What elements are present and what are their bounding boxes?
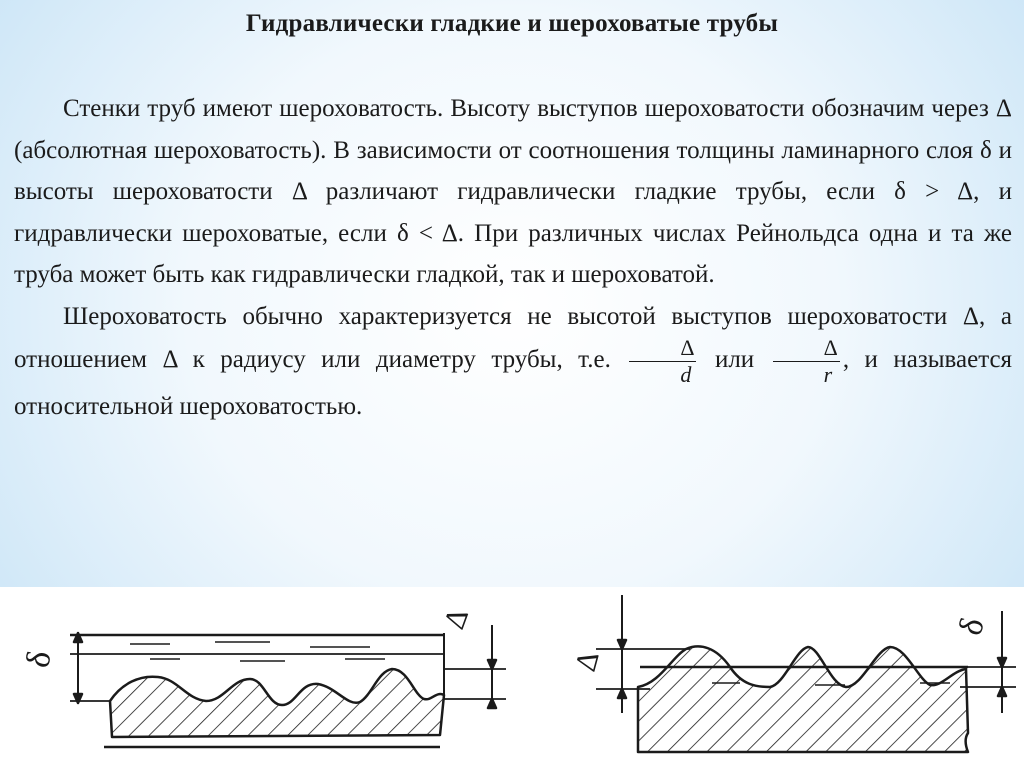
roughness-label-smooth: Δ <box>437 603 476 634</box>
roughness-label-rough: Δ <box>568 647 606 675</box>
fraction-delta-over-r <box>773 337 840 386</box>
delta-label-smooth: δ <box>19 648 59 671</box>
fraction-denominator: r <box>773 361 840 386</box>
paragraph-2 <box>14 296 1012 428</box>
fraction-numerator: Δ <box>680 335 695 360</box>
paragraph-1: Стенки труб имеют шероховатость. Высоту выступов шероховатости обозначим через Δ (абсолютная шероховатость). В зависимости от соотношения толщины ламинарного слоя δ и высоты шероховатости Δ различают гидравлически гладкие трубы, если δ > Δ, и гидравлически шероховатые, если δ < Δ. При различных числах Рейнольдса одна и та же труба может быть как гидравлически гладкой, так и шероховатой. <box>14 95 1012 288</box>
fraction-denominator: d <box>629 361 696 386</box>
flow-lines <box>130 642 385 661</box>
slide-title: Гидравлически гладкие и шероховатые трубы <box>245 10 779 37</box>
smooth-pipe-figure <box>70 625 506 747</box>
paragraph-2-text: Шероховатость обычно характеризуется не высотой выступов шероховатости Δ, а отношением Δ к радиусу или диаметру трубы, т.е. <box>14 302 1012 374</box>
rough-wall-section <box>110 669 444 737</box>
figure-band <box>0 587 1024 767</box>
fraction-delta-over-d <box>629 337 696 386</box>
fraction-connector: или <box>714 346 755 374</box>
paragraph-2-tail: , и называется относительной шероховатостью. <box>14 346 1013 420</box>
pipe-roughness-figures <box>0 587 1024 767</box>
rough-pipe-figure <box>596 595 1016 752</box>
rough-wall-section <box>638 646 968 752</box>
body-text <box>14 88 1012 428</box>
delta-label-rough: δ <box>951 614 992 640</box>
fraction-numerator: Δ <box>823 335 838 360</box>
